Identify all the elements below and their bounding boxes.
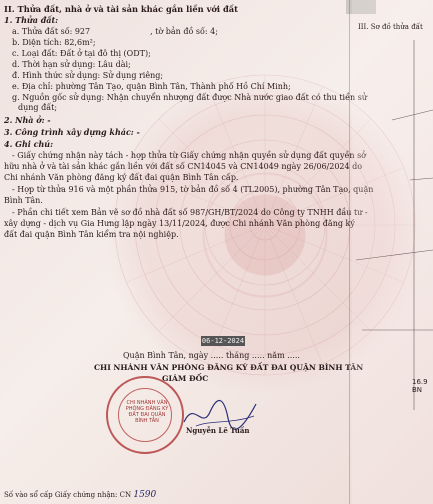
note1-line2: hữu nhà ở và tài sản khác gắn liền với đất số CN14045 và CN14049 ngày 26/06/2024 do [4,162,363,171]
note2-line2: Bình Tân. [4,196,43,205]
land-origin-line1: g. Nguồn gốc sử dụng: Nhận chuyển nhượng đất được Nhà nước giao đất có thu tiền sử [12,93,367,102]
note3-line3: đất đai quận Bình Tân kiểm tra nội nghiệp. [4,230,179,239]
land-address: e. Địa chỉ: phường Tân Tạo, quận Bình Tân, Thành phố Hồ Chí Minh; [12,82,291,91]
issue-date-line: Quận Bình Tân, ngày ..... tháng ..... năm ..... [123,351,300,360]
right-column-map [352,0,433,504]
map-sheet-text: , tờ bản đồ số: 4; [150,27,218,36]
serial-number-handwritten: 1590 [133,490,157,500]
map-measure-label: BN [412,386,423,394]
note3-line1: - Phần chi tiết xem Bản vẽ sơ đồ nhà đất số 987/GH/BT/2024 do Công ty TNHH đầu tư - [12,208,368,217]
office-director-title: GIÁM ĐỐC [162,374,209,383]
map-measure-number: 16.9 [412,378,428,386]
column-divider [349,0,350,504]
note3-line2: xây dựng - dịch vụ Gia Hưng lập ngày 13/11/2024, được Chi nhánh Văn phòng đăng ký [4,219,355,228]
land-term: d. Thời hạn sử dụng: Lâu dài; [12,60,131,69]
official-seal [106,376,184,454]
issuing-office-name: CHI NHÁNH VĂN PHÒNG ĐĂNG KÝ ĐẤT ĐAI QUẬN BÌNH TÂN [94,363,364,372]
map-measurement [412,378,428,394]
land-parcel-number [12,27,218,37]
item-land-title: 1. Thửa đất: [4,15,59,25]
land-origin-line2: dụng đất; [18,103,58,112]
land-type: c. Loại đất: Đất ở tại đô thị (ODT); [12,49,151,58]
land-usage-form: đ. Hình thức sử dụng: Sử dụng riêng; [12,71,164,80]
seal-text: CHI NHÁNH VĂN PHÒNG ĐĂNG KÝ ĐẤT ĐAI QUẬN BÌNH TÂN [125,400,169,424]
section-title: II. Thửa đất, nhà ở và tài sản khác gắn liền với đất [4,4,238,14]
signer-name: Nguyễn Lê Tuấn [186,426,250,435]
note2-line1: - Hợp từ thửa 916 và một phần thửa 915, tờ bản đồ số 4 (TL2005), phường Tân Tạo, quận [12,185,374,194]
item-other-construction: 3. Công trình xây dựng khác: - [4,127,140,137]
land-area: b. Diện tích: 82,6m²; [12,38,96,47]
parcel-number-text: a. Thửa đất số: 927 [12,27,91,36]
serial-label: Số vào sổ cấp Giấy chứng nhận: CN [4,491,132,499]
map-section-title: III. Sơ đồ thửa đất [358,23,423,31]
item-house: 2. Nhà ở: - [4,115,51,125]
note1-line1: - Giấy chứng nhận này tách - hợp thửa từ Giấy chứng nhận quyền sử dụng đất quyền sở [12,151,366,160]
certificate-serial-line [4,490,156,500]
note1-line3: Chi nhánh Văn phòng đăng ký đất đai quận Bình Tân cấp. [4,173,239,182]
issue-date-stamp: 06-12-2024 [201,337,245,345]
item-notes-title: 4. Ghi chú: [4,139,54,149]
